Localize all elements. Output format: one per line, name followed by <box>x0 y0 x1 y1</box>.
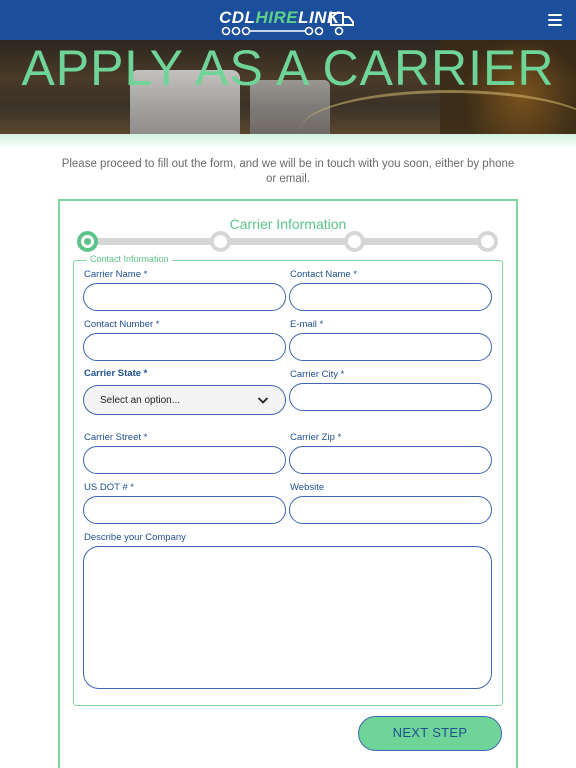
contact-number-input[interactable] <box>83 333 286 361</box>
carrier-zip-label: Carrier Zip * <box>290 432 342 443</box>
hamburger-menu-icon[interactable] <box>548 14 562 26</box>
chevron-down-icon <box>257 394 269 406</box>
page-title: APPLY AS A CARRIER <box>21 40 555 96</box>
email-label: E-mail * <box>290 319 324 330</box>
carrier-city-label: Carrier City * <box>290 369 345 380</box>
step-title: Carrier Information <box>229 216 347 232</box>
us-dot-label: US DOT # * <box>84 482 134 493</box>
logo-part-hire: HIRE <box>255 8 299 27</box>
carrier-name-input[interactable] <box>83 283 286 311</box>
carrier-city-input[interactable] <box>289 383 492 411</box>
carrier-state-select[interactable] <box>83 385 286 415</box>
hero-road-image <box>300 90 576 134</box>
carrier-state-selected-value: Select an option... <box>100 395 181 406</box>
truck-cab-icon <box>329 9 355 33</box>
email-input[interactable] <box>289 333 492 361</box>
carrier-street-label: Carrier Street * <box>84 432 148 443</box>
logo-part-cdl: CDL <box>219 8 256 27</box>
describe-company-label: Describe your Company <box>84 532 186 543</box>
step-1-indicator <box>77 231 98 252</box>
carrier-name-label: Carrier Name * <box>84 269 148 280</box>
describe-company-textarea[interactable] <box>83 546 492 689</box>
cdlhirelink-logo[interactable] <box>219 6 359 36</box>
website-input[interactable] <box>289 496 492 524</box>
next-step-button[interactable]: NEXT STEP <box>358 716 502 751</box>
carrier-zip-input[interactable] <box>289 446 492 474</box>
carrier-street-input[interactable] <box>83 446 286 474</box>
fieldset-legend: Contact Information <box>87 254 172 264</box>
logo-part-link: LINK <box>298 8 340 27</box>
stepper-track <box>88 238 488 245</box>
hero-divider-glow <box>0 134 576 148</box>
contact-name-input[interactable] <box>289 283 492 311</box>
contact-name-label: Contact Name * <box>290 269 358 280</box>
step-2-indicator <box>210 231 231 252</box>
step-4-indicator <box>477 231 498 252</box>
step-3-indicator <box>344 231 365 252</box>
carrier-state-label: Carrier State * <box>84 368 148 379</box>
top-navigation-bar <box>0 0 576 40</box>
website-label: Website <box>290 482 325 493</box>
intro-text: Please proceed to fill out the form, and we will be in touch with you soon, either by phone or email. <box>61 158 515 185</box>
us-dot-input[interactable] <box>83 496 286 524</box>
contact-number-label: Contact Number * <box>84 319 160 330</box>
